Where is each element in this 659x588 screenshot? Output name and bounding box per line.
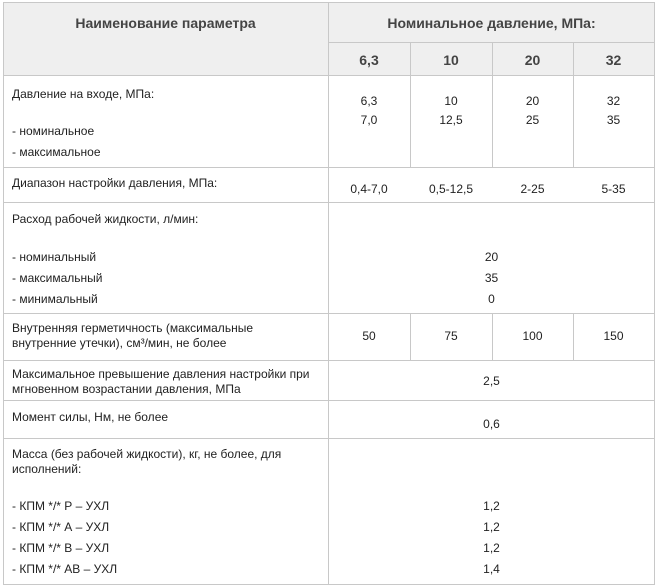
leak-value-2: 75 <box>444 329 458 343</box>
inlet-nominal-3: 20 <box>525 94 540 108</box>
header-col-20: 20 <box>524 52 541 68</box>
range-value-2: 0,5-12,5 <box>428 182 474 196</box>
range-label: Диапазон настройки давления, МПа: <box>12 176 218 190</box>
flow-sub-nominal: - номинальный <box>12 250 97 264</box>
flow-sub-maximum: - максимальный <box>12 271 103 285</box>
leak-label-line-1: Внутренняя герметичность (максимальные <box>12 321 253 335</box>
header-col-10: 10 <box>443 52 459 68</box>
mass-label-line-1: Масса (без рабочей жидкости), кг, не более, для <box>12 447 282 461</box>
inlet-nominal-4: 32 <box>606 94 621 108</box>
flow-value-nominal: 20 <box>484 250 499 264</box>
leak-label-line-2: внутренние утечки), см³/мин, не более <box>12 336 227 350</box>
mass-item-value: 1,2 <box>483 520 500 534</box>
leak-value-3: 100 <box>522 329 543 343</box>
inlet-max-2: 12,5 <box>439 113 463 127</box>
leak-value-1: 50 <box>362 329 376 343</box>
mass-item-label: - КПМ */* АВ – УХЛ <box>12 562 118 576</box>
row-divider <box>3 438 655 439</box>
header-pressure-title: Номинальное давление, МПа: <box>387 15 596 31</box>
inlet-max-1: 7,0 <box>360 113 378 127</box>
overshoot-value: 2,5 <box>483 374 500 388</box>
row-divider <box>3 167 655 168</box>
inlet-max-4: 35 <box>606 113 621 127</box>
leak-value-4: 150 <box>603 329 624 343</box>
inlet-sub-nominal: - номинальное <box>12 124 95 138</box>
mass-item-label: - КПМ */* Р – УХЛ <box>12 499 110 513</box>
inlet-sub-maximum: - максимальное <box>12 145 101 159</box>
row-divider <box>3 584 655 585</box>
inlet-nominal-2: 10 <box>444 94 458 108</box>
range-value-1: 0,4-7,0 <box>350 182 388 196</box>
range-value-4: 5-35 <box>601 182 626 196</box>
torque-value: 0,6 <box>483 417 500 431</box>
spec-table <box>3 2 655 585</box>
mass-item-value: 1,2 <box>483 541 500 555</box>
mass-label-line-2: исполнений: <box>12 462 82 476</box>
row-divider <box>3 202 655 203</box>
flow-sub-minimum: - минимальный <box>12 292 98 306</box>
flow-value-minimum: 0 <box>488 292 495 306</box>
row-divider <box>3 360 655 361</box>
header-param-title: Наименование параметра <box>75 15 256 31</box>
overshoot-label-line-2: мгновенном возрастании давления, МПа <box>12 382 241 396</box>
torque-label: Момент силы, Нм, не более <box>12 410 169 424</box>
row-divider <box>3 313 655 314</box>
mass-item-label: - КПМ */* В – УХЛ <box>12 541 110 555</box>
header-col-6-3: 6,3 <box>359 52 379 68</box>
header-col-32: 32 <box>605 52 622 68</box>
mass-item-value: 1,4 <box>483 562 500 576</box>
row-divider <box>3 400 655 401</box>
inlet-nominal-1: 6,3 <box>360 94 378 108</box>
header-cell-param <box>3 2 328 75</box>
overshoot-label-line-1: Максимальное превышение давления настройки при <box>12 367 310 381</box>
row-divider <box>3 75 655 76</box>
flow-value-maximum: 35 <box>484 271 499 285</box>
flow-label: Расход рабочей жидкости, л/мин: <box>12 212 199 226</box>
col-divider <box>3 2 4 585</box>
inlet-label: Давление на входе, МПа: <box>12 87 155 101</box>
mass-item-label: - КПМ */* А – УХЛ <box>12 520 110 534</box>
row-divider <box>3 2 655 3</box>
inlet-max-3: 25 <box>525 113 540 127</box>
mass-item-value: 1,2 <box>483 499 500 513</box>
range-value-3: 2-25 <box>520 182 545 196</box>
